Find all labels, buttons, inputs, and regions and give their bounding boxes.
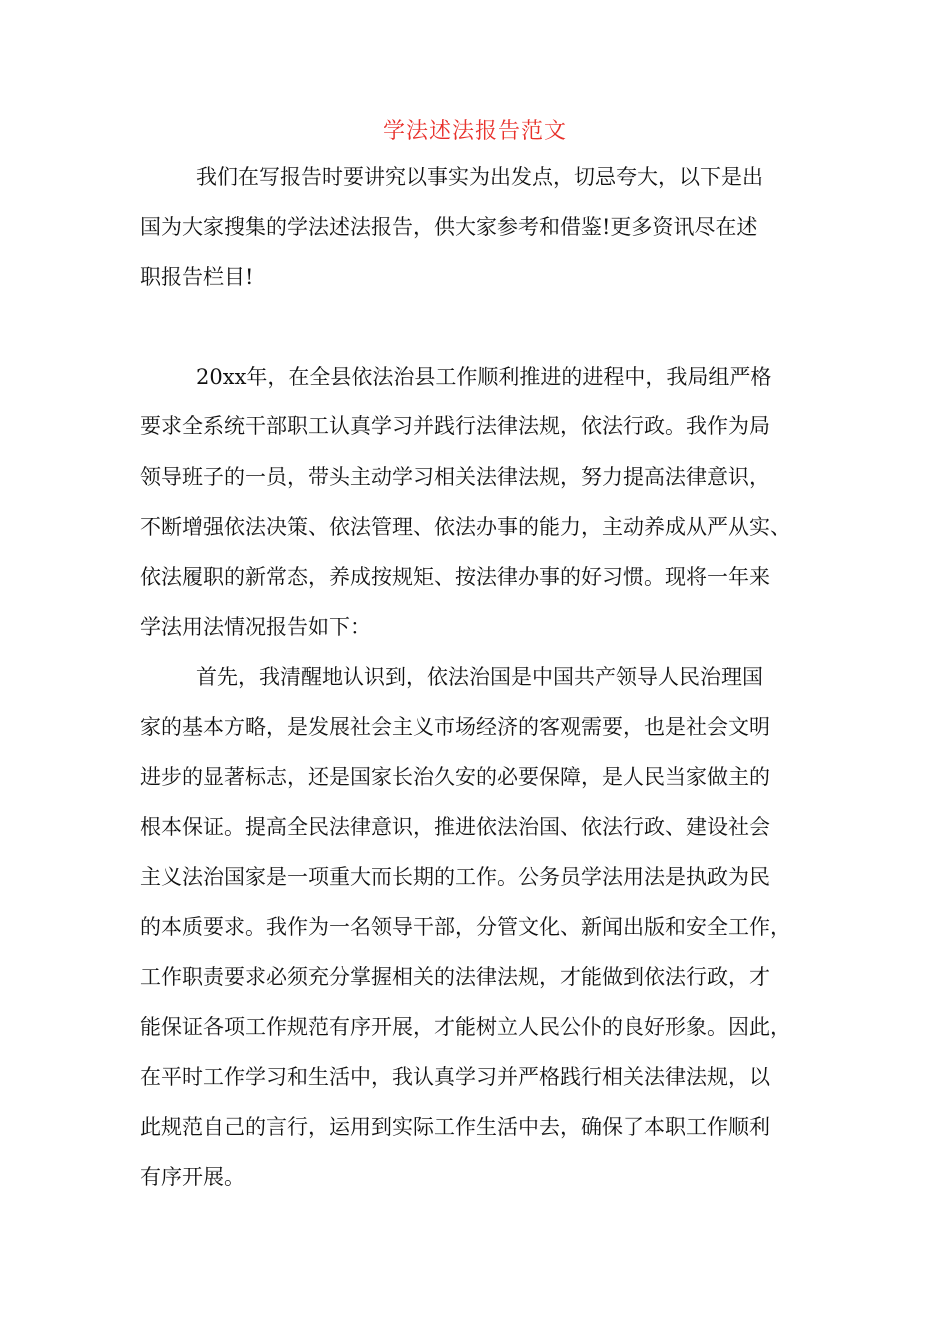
body-text-line: 学法用法情况报告如下： [140, 615, 371, 639]
body-text-line: 家的基本方略，是发展社会主义市场经济的客观需要，也是社会文明 [140, 715, 770, 739]
body-text-line: 根本保证。提高全民法律意识，推进依法治国、依法行政、建设社会 [140, 815, 770, 839]
body-text-line: 领导班子的一员，带头主动学习相关法律法规，努力提高法律意识， [140, 465, 770, 489]
body-text-line: 工作职责要求必须充分掌握相关的法律法规，才能做到依法行政，才 [140, 965, 770, 989]
body-text-line: 国为大家搜集的学法述法报告，供大家参考和借鉴!更多资讯尽在述 [140, 215, 758, 239]
body-text-line: 此规范自己的言行，运用到实际工作生活中去，确保了本职工作顺利 [140, 1115, 770, 1139]
body-text-line: 职报告栏目! [140, 265, 254, 289]
body-text-line: 在平时工作学习和生活中，我认真学习并严格践行相关法律法规，以 [140, 1065, 770, 1089]
body-text-line: 能保证各项工作规范有序开展，才能树立人民公仆的良好形象。因此， [140, 1015, 791, 1039]
body-text-line: 我们在写报告时要讲究以事实为出发点，切忌夸大，以下是出 [196, 165, 763, 189]
body-text-line: 要求全系统干部职工认真学习并践行法律法规，依法行政。我作为局 [140, 414, 770, 438]
body-text-line: 进步的显著标志，还是国家长治久安的必要保障，是人民当家做主的 [140, 765, 770, 789]
body-text-line: 的本质要求。我作为一名领导干部，分管文化、新闻出版和安全工作， [140, 915, 791, 939]
body-text-line: 依法履职的新常态，养成按规矩、按法律办事的好习惯。现将一年来 [140, 565, 770, 589]
body-text-line: 首先，我清醒地认识到，依法治国是中国共产领导人民治理国 [196, 665, 763, 689]
body-text-line: 不断增强依法决策、依法管理、依法办事的能力，主动养成从严从实、 [140, 515, 791, 539]
body-text-line: 主义法治国家是一项重大而长期的工作。公务员学法用法是执政为民 [140, 865, 770, 889]
body-text-line: 20xx年，在全县依法治县工作顺利推进的进程中，我局组严格 [196, 365, 772, 389]
body-text-line: 有序开展。 [140, 1165, 245, 1189]
document-title: 学法述法报告范文 [382, 119, 567, 144]
